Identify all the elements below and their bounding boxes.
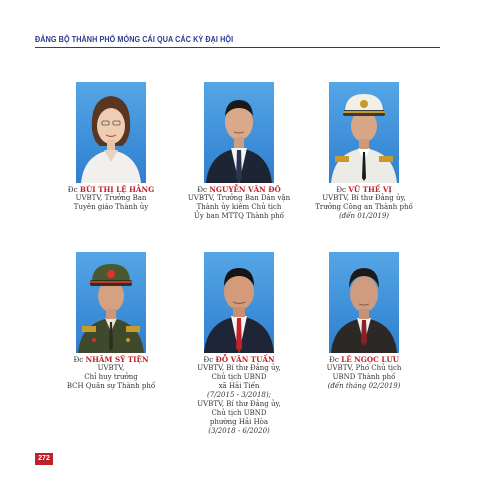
page-header: [35, 35, 440, 44]
role-line: UVBTV, Trưởng Ban Dân vận: [187, 194, 291, 202]
portrait-photo: [204, 252, 274, 353]
person-card-6: [305, 252, 423, 391]
person-name-line: [305, 185, 423, 194]
role-line: Trưởng Công an Thành phố: [315, 203, 413, 211]
person-name: NGUYỄN VĂN ĐÔ: [209, 185, 281, 194]
role-line: UVBTV, Trưởng Ban: [75, 194, 147, 202]
term-note: (đến tháng 02/2019): [327, 382, 401, 390]
name-prefix: Đc: [203, 355, 216, 364]
person-name: LÊ NGỌC LƯU: [341, 355, 399, 364]
role-line: phường Hải Hòa: [209, 418, 269, 426]
person-card-5: [180, 252, 298, 436]
role-line: UVBTV, Phó Chủ tịch: [326, 364, 402, 372]
role-line: Thành ủy kiêm Chủ tịch: [196, 203, 282, 211]
portrait-photo: [329, 82, 399, 183]
role-line: UBND Thành phố: [332, 373, 396, 381]
role-line: Chủ tịch UBND: [211, 373, 267, 381]
person-card-4: [52, 252, 170, 391]
page-number: 272: [35, 453, 53, 465]
person-name-line: [52, 185, 170, 194]
role-line: UVBTV, Bí thư Đảng ủy,: [197, 400, 281, 408]
role-line: Tuyên giáo Thành ủy: [73, 203, 149, 211]
role-line: BCH Quân sự Thành phố: [66, 382, 156, 390]
person-name-line: [180, 185, 298, 194]
name-prefix: Đc: [67, 185, 80, 194]
portrait-photo: [329, 252, 399, 353]
person-name: BÙI THỊ LỆ HẰNG: [79, 185, 155, 194]
term-note: (7/2015 - 3/2018);: [207, 391, 271, 399]
header-rule: [35, 47, 440, 48]
role-line: Chỉ huy trưởng: [84, 373, 138, 381]
name-prefix: Đc: [336, 185, 349, 194]
portrait-photo: [76, 252, 146, 353]
person-card-1: [52, 82, 170, 212]
person-name: ĐỖ VĂN TUẤN: [215, 355, 275, 364]
role-line: Chủ tịch UBND: [211, 409, 267, 417]
person-name-line: [52, 355, 170, 364]
portrait-photo: [204, 82, 274, 183]
person-name-line: [180, 355, 298, 364]
portrait-photo: [76, 82, 146, 183]
person-name: NHÂM SỸ TIỆN: [85, 355, 149, 364]
name-prefix: Đc: [197, 185, 210, 194]
name-prefix: Đc: [73, 355, 86, 364]
term-note: (đến 01/2019): [338, 212, 390, 220]
name-prefix: Đc: [329, 355, 342, 364]
person-card-2: [180, 82, 298, 221]
role-line: xã Hải Tiến: [218, 382, 260, 390]
person-card-3: [305, 82, 423, 221]
person-name-line: [305, 355, 423, 364]
term-note: (3/2018 - 6/2020): [208, 427, 270, 435]
header-title: ĐẢNG BỘ THÀNH PHỐ MÓNG CÁI QUA CÁC KỲ ĐẠI HỘI: [35, 35, 234, 44]
role-line: UVBTV,: [97, 364, 125, 372]
role-line: UVBTV, Bí thư Đảng ủy,: [322, 194, 406, 202]
person-name: VŨ THẾ VỊ: [348, 185, 392, 194]
role-line: Ủy ban MTTQ Thành phố: [194, 212, 284, 220]
role-line: UVBTV, Bí thư Đảng ủy,: [197, 364, 281, 372]
